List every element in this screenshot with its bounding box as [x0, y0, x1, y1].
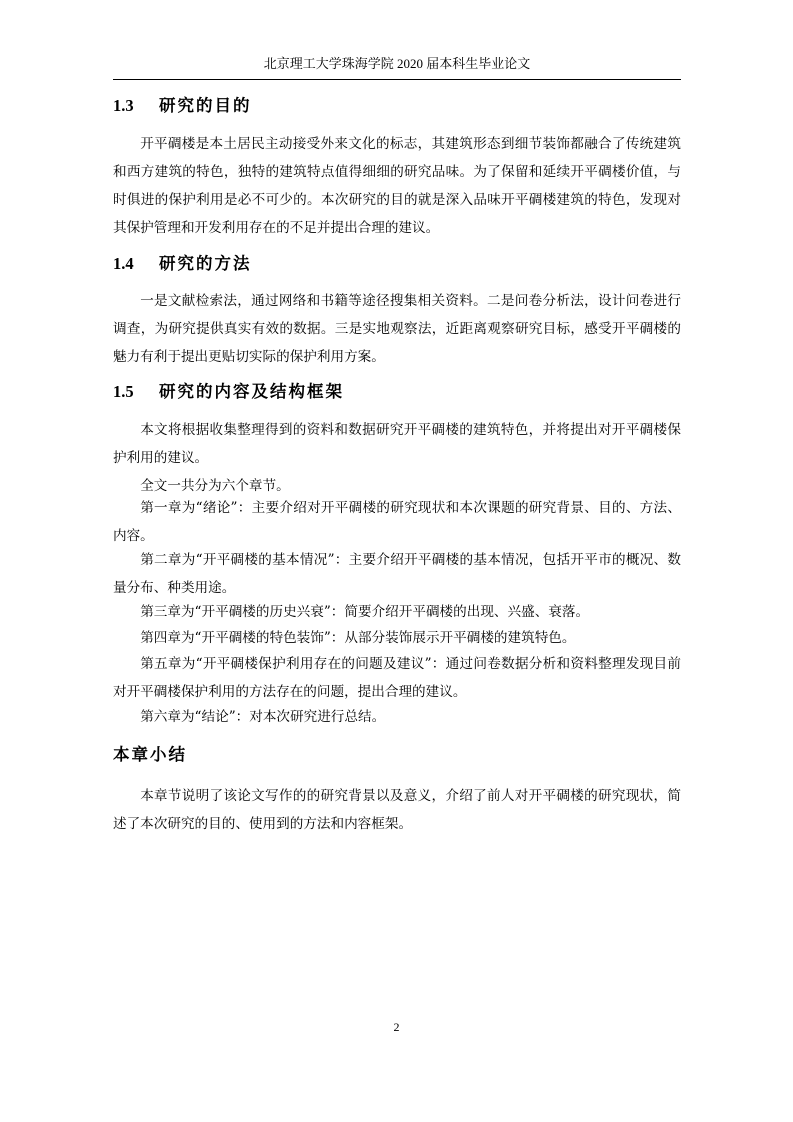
paragraph: 第一章为“绪论”：主要介绍对开平碉楼的研究现状和本次课题的研究背景、目的、方法、内容。	[113, 500, 681, 544]
section-heading-1-5	[113, 380, 344, 404]
section-heading-1-3	[113, 94, 252, 118]
paragraph: 一是文献检索法，通过网络和书籍等途径搜集相关资料。二是问卷分析法，设计问卷进行调查，为研究提供真实有效的数据。三是实地观察法，近距离观察研究目标，感受开平碉楼的魅力有利于提出更贴切实际的保护利用方案。	[113, 293, 681, 365]
section-title: 本章小结	[113, 745, 187, 764]
section-title: 研究的内容及结构框架	[159, 382, 344, 401]
section-heading-1-4	[113, 252, 252, 276]
paragraph: 本章节说明了该论文写作的的研究背景以及意义，介绍了前人对开平碉楼的研究现状，简述了本次研究的目的、使用到的方法和内容框架。	[113, 788, 681, 832]
paragraph: 第四章为“开平碉楼的特色装饰”：从部分装饰展示开平碉楼的建筑特色。	[140, 630, 576, 646]
section-number: 1.4	[113, 254, 134, 273]
paragraph: 开平碉楼是本土居民主动接受外来文化的标志，其建筑形态到细节装饰都融合了传统建筑和西方建筑的特色，独特的建筑特点值得细细的研究品味。为了保留和延续开平碉楼价值，与时俱进的保护利用是必不可少的。本次研究的目的就是深入品味开平碉楼建筑的特色，发现对其保护管理和开发利用存在的不足并提出合理的建议。	[113, 136, 681, 236]
header-rule	[113, 79, 681, 80]
paragraph: 本文将根据收集整理得到的资料和数据研究开平碉楼的建筑特色，并将提出对开平碉楼保护利用的建议。	[113, 422, 681, 466]
paragraph: 第六章为“结论”：对本次研究进行总结。	[140, 709, 386, 725]
running-header: 北京理工大学珠海学院 2020 届本科生毕业论文	[263, 56, 531, 71]
paragraph: 第三章为“开平碉楼的历史兴衰”：简要介绍开平碉楼的出现、兴盛、衰落。	[140, 604, 590, 620]
section-title: 研究的目的	[159, 96, 252, 115]
summary-heading	[113, 743, 187, 767]
paragraph: 全文一共分为六个章节。	[140, 478, 290, 494]
paragraph: 第五章为“开平碉楼保护利用存在的问题及建议”：通过问卷数据分析和资料整理发现目前对开平碉楼保护利用的方法存在的问题，提出合理的建议。	[113, 656, 681, 700]
section-number: 1.5	[113, 382, 134, 401]
section-title: 研究的方法	[159, 254, 252, 273]
page-number: 2	[393, 1020, 400, 1034]
paragraph: 第二章为“开平碉楼的基本情况”：主要介绍开平碉楼的基本情况，包括开平市的概况、数量分布、种类用途。	[113, 552, 681, 596]
section-number: 1.3	[113, 96, 134, 115]
